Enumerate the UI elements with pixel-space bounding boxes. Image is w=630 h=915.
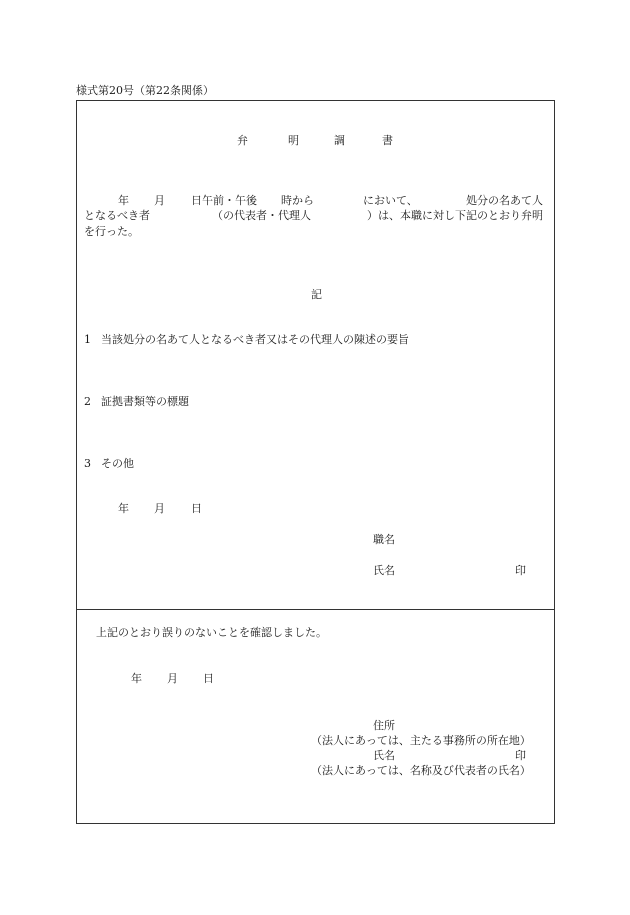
upper-date-month: 月 bbox=[154, 502, 165, 515]
confirm-name-label: 氏名 bbox=[373, 749, 395, 762]
section-divider bbox=[76, 609, 555, 610]
intro-line2-b: （の代表者・代理人 bbox=[212, 209, 311, 222]
intro-tail: 処分の名あて人 bbox=[466, 194, 543, 207]
item-3-text: その他 bbox=[101, 457, 134, 470]
form-number: 様式第20号（第22条関係） bbox=[76, 84, 214, 97]
intro-line2-c: ）は、本職に対し下記のとおり弁明 bbox=[367, 209, 543, 222]
intro-year: 年 bbox=[118, 194, 129, 207]
intro-month: 月 bbox=[154, 194, 165, 207]
item-1-text: 当該処分の名あて人となるべき者又はその代理人の陳述の要旨 bbox=[101, 333, 409, 346]
confirm-seal: 印 bbox=[515, 749, 526, 762]
confirm-date-day: 日 bbox=[203, 672, 214, 685]
title-char-3: 調 bbox=[334, 134, 345, 147]
confirm-date-month: 月 bbox=[167, 672, 178, 685]
intro-day-ampm: 日午前・午後 bbox=[191, 194, 257, 207]
intro-line3: を行った。 bbox=[84, 225, 139, 238]
official-seal: 印 bbox=[515, 564, 526, 577]
upper-date-year: 年 bbox=[118, 502, 129, 515]
confirm-name-note: （法人にあっては、名称及び代表者の氏名） bbox=[311, 764, 531, 777]
intro-line2-a: となるべき者 bbox=[84, 209, 150, 222]
ki-heading: 記 bbox=[311, 288, 322, 301]
item-2-number: 2 bbox=[84, 395, 91, 408]
official-name-label: 氏名 bbox=[373, 564, 395, 577]
title-char-4: 書 bbox=[382, 134, 393, 147]
intro-place: において、 bbox=[363, 194, 418, 207]
confirm-date-year: 年 bbox=[131, 672, 142, 685]
intro-hour: 時から bbox=[281, 194, 314, 207]
confirm-address-note: （法人にあっては、主たる事務所の所在地） bbox=[311, 734, 531, 747]
item-2-text: 証拠書類等の標題 bbox=[101, 395, 189, 408]
title-char-2: 明 bbox=[288, 134, 299, 147]
official-title-label: 職名 bbox=[373, 533, 395, 546]
item-3-number: 3 bbox=[84, 457, 91, 470]
confirm-text: 上記のとおり誤りのないことを確認しました。 bbox=[96, 626, 327, 639]
title-char-1: 弁 bbox=[237, 134, 248, 147]
upper-date-day: 日 bbox=[191, 502, 202, 515]
item-1-number: 1 bbox=[84, 333, 91, 346]
confirm-address-label: 住所 bbox=[373, 719, 395, 732]
